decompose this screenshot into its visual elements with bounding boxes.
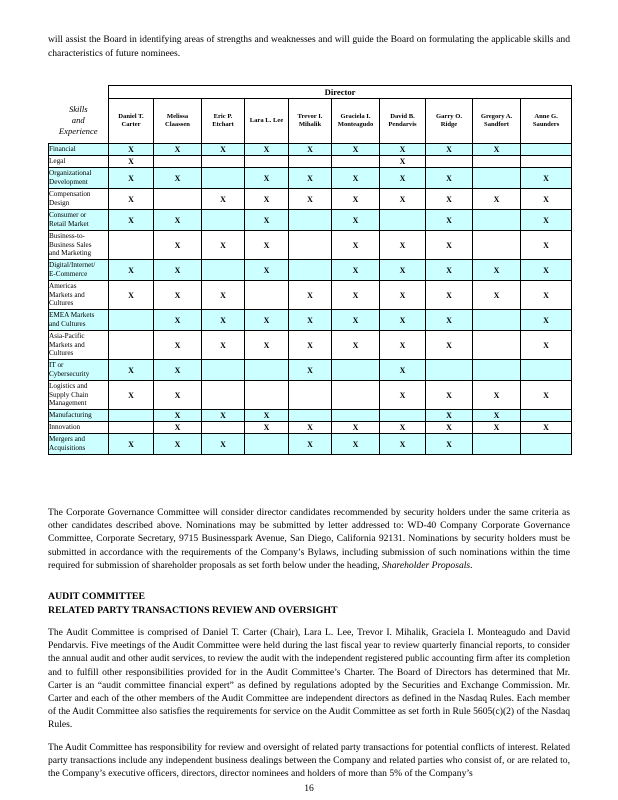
skill-label-line: Organizational [49,169,92,178]
skill-mark: X [473,422,521,434]
director-group-header: Director [109,86,572,99]
skill-mark-empty [332,156,380,168]
skill-row [49,260,572,281]
skills-header-line: Skills [68,104,88,115]
skill-mark: X [332,331,380,360]
director-name-header [521,99,572,144]
director-name-line: Gregory A. [480,112,513,120]
page-number: 16 [304,783,314,794]
nominations-end: . [470,559,473,571]
skill-mark: X [380,422,426,434]
skill-mark: X [521,168,572,189]
intro-paragraph: will assist the Board in identifying areas of strengths and weaknesses and will guide the Board on formulating the applicable skills and characteristics of future nominees. [48,34,570,59]
skill-mark: X [380,331,426,360]
director-name-line: Mihalik [298,121,322,128]
blank-corner [49,86,109,99]
director-name-header [380,99,426,144]
skill-mark-empty [109,422,154,434]
skill-mark: X [109,210,154,231]
skill-mark: X [426,210,473,231]
skill-mark: X [245,331,289,360]
skill-label-line: and Marketing [49,249,92,258]
director-name-header [289,99,332,144]
director-name-line: Eric P. [213,112,233,120]
skill-mark: X [245,310,289,331]
skill-mark: X [154,260,202,281]
skill-mark: X [332,189,380,210]
skill-mark-empty [380,410,426,422]
director-name-line: David B. [390,112,415,120]
skill-mark-empty [289,410,332,422]
skill-mark: X [154,410,202,422]
skill-label-line: Development [49,178,88,186]
skill-label [49,210,109,231]
skill-mark: X [289,310,332,331]
skill-mark: X [380,156,426,168]
skill-row [49,281,572,310]
skill-label-line: Business-to- [49,232,85,241]
skill-label-line: Markets and [49,290,85,299]
skill-mark-empty [109,231,154,260]
skill-mark: X [154,422,202,434]
skill-label [49,310,109,331]
skill-mark-empty [245,434,289,455]
skill-label-line: Business Sales [49,240,92,249]
skill-mark: X [380,434,426,455]
skill-mark: X [473,189,521,210]
skill-mark: X [202,310,245,331]
skill-mark-empty [521,156,572,168]
skill-row [49,331,572,360]
skill-label-line: IT or [49,361,64,370]
skill-mark-empty [473,156,521,168]
skill-mark: X [154,360,202,381]
skill-label-line: E-Commerce [49,270,88,278]
skill-mark-empty [521,410,572,422]
skill-mark: X [426,410,473,422]
skill-mark-empty [521,434,572,455]
skill-mark-empty [202,156,245,168]
skill-mark: X [202,410,245,422]
skill-mark-empty [521,360,572,381]
skill-mark: X [154,210,202,231]
skill-row [49,189,572,210]
skill-mark: X [245,189,289,210]
skill-mark-empty [245,281,289,310]
skill-mark: X [202,231,245,260]
skill-label-line: Compensation [49,190,91,199]
director-name-line: Daniel T. [118,112,144,120]
director-name-line: Lara L. Lee [249,116,284,124]
skill-mark: X [380,144,426,156]
skill-mark: X [109,360,154,381]
director-name-header [332,99,380,144]
skill-mark: X [380,360,426,381]
skill-label [49,281,109,310]
skill-mark-empty [332,381,380,410]
skill-mark: X [289,360,332,381]
skill-label [49,410,109,422]
skill-mark: X [473,281,521,310]
skill-row [49,434,572,455]
skill-mark-empty [332,360,380,381]
skill-mark: X [426,434,473,455]
skill-label-line: Cultures [49,299,74,308]
related-party-paragraph: The Audit Committee has responsibility for review and oversight of related party transactions for potential conflicts of interest. Related party transactions include any independent business dealings between the Company and related parties who consist of, or are related to, the Company’s executive officers, directors, director nominees and holders of more than 5% of the Company’s [48,742,570,780]
skill-mark: X [154,281,202,310]
skill-mark-empty [521,144,572,156]
skill-label-line: Management [49,399,87,408]
skill-mark-empty [289,210,332,231]
director-name-line: Garry O. [435,112,462,120]
skill-mark-empty [473,310,521,331]
skill-mark: X [109,168,154,189]
skill-mark-empty [245,360,289,381]
skill-mark: X [289,331,332,360]
skill-mark: X [245,210,289,231]
skill-mark: X [109,189,154,210]
skill-label-line: Americas [49,282,77,291]
skill-row [49,360,572,381]
skill-label [49,231,109,260]
skill-label [49,144,109,156]
skill-mark: X [332,168,380,189]
skill-row [49,310,572,331]
skill-mark-empty [245,381,289,410]
skill-mark-empty [202,381,245,410]
director-name-line: Pendarvis [388,121,417,128]
skill-mark: X [426,281,473,310]
skill-mark: X [473,144,521,156]
skill-mark: X [380,168,426,189]
related-party-heading: RELATED PARTY TRANSACTIONS REVIEW AND OVERSIGHT [48,605,338,616]
skill-mark: X [245,168,289,189]
skill-mark: X [380,231,426,260]
skill-mark: X [109,381,154,410]
skill-mark: X [245,231,289,260]
director-name-header [426,99,473,144]
skill-label-line: Design [49,199,70,207]
skill-mark: X [202,434,245,455]
skills-header-text [59,104,98,136]
skill-mark: X [426,422,473,434]
director-name-line: Claassen [165,121,190,128]
skill-mark: X [289,281,332,310]
director-name-line: Melissa [166,112,189,120]
skill-row [49,144,572,156]
skill-mark: X [109,260,154,281]
skill-row [49,231,572,260]
skill-mark: X [521,310,572,331]
skill-mark: X [202,144,245,156]
skill-mark-empty [202,260,245,281]
skill-mark: X [154,310,202,331]
skill-row [49,168,572,189]
skill-mark: X [154,381,202,410]
skill-mark-empty [426,360,473,381]
skill-mark-empty [289,381,332,410]
skill-mark-empty [289,231,332,260]
skill-mark: X [202,281,245,310]
skill-row [49,410,572,422]
skill-mark-empty [109,410,154,422]
skill-mark: X [154,231,202,260]
skill-mark: X [202,189,245,210]
skill-label-line: Cybersecurity [49,370,90,378]
skill-mark-empty [473,231,521,260]
skill-row [49,210,572,231]
skill-label-line: Consumer or [49,211,87,220]
skill-mark: X [521,381,572,410]
skill-mark: X [426,231,473,260]
skill-mark: X [380,189,426,210]
skill-mark: X [380,260,426,281]
skill-mark: X [332,260,380,281]
skill-mark: X [202,331,245,360]
director-name-line: Etchart [212,121,234,128]
skill-label-line: Innovation [49,423,81,432]
skill-row [49,381,572,410]
skill-label-line: Acquisitions [49,444,86,452]
skill-mark-empty [202,360,245,381]
skill-mark-empty [473,360,521,381]
skill-mark: X [109,144,154,156]
skill-row [49,422,572,434]
skill-mark: X [289,144,332,156]
skill-mark: X [332,434,380,455]
skill-mark: X [473,260,521,281]
skills-header [49,99,109,144]
skill-mark: X [521,189,572,210]
skill-label-line: and Cultures [49,320,86,328]
skill-mark: X [332,144,380,156]
director-name-line: Carter [121,121,141,128]
director-name-header [154,99,202,144]
skills-header-line: Experience [58,126,98,137]
skill-mark: X [380,310,426,331]
skill-mark-empty [109,331,154,360]
skill-mark: X [154,168,202,189]
skill-row [49,156,572,168]
skill-label-line: Digital/Internet/ [49,261,96,270]
audit-committee-heading: AUDIT COMMITTEE [48,591,145,602]
director-name-line: Monteagudo [337,121,374,128]
skill-mark: X [332,422,380,434]
director-name-line: Trevor I. [297,112,323,120]
skill-mark-empty [154,189,202,210]
skill-mark: X [521,422,572,434]
skill-mark: X [426,331,473,360]
skill-label [49,381,109,410]
skill-mark-empty [202,168,245,189]
skill-mark-empty [109,310,154,331]
director-name-line: Graciela I. [340,112,371,120]
nominations-paragraph [48,506,570,572]
skill-label-line: EMEA Markets [49,311,95,320]
skill-mark: X [521,281,572,310]
nominations-text: The Corporate Governance Committee will consider director candidates recommended by security holders under the same criteria as other candidates described above. Nominations may be submitted by letter addressed to: WD-40 Company Corporate Governance Committee, Corporate Secretary, 9715 Businesspark Avenue, San Diego, California 92131. Nominations by security holders must be submitted in accordance with the requirements of the Company’s Bylaws, including submission of such nominations within the time required for submission of shareholder proposals as set forth below under the heading, [48,507,570,571]
skill-mark: X [245,410,289,422]
skill-mark-empty [202,422,245,434]
skill-mark: X [109,156,154,168]
skill-label [49,360,109,381]
skill-mark: X [426,168,473,189]
skill-mark-empty [245,156,289,168]
skill-mark: X [289,168,332,189]
director-name-line: Saunders [532,121,560,128]
skill-mark: X [426,260,473,281]
skill-label-line: Markets and [49,340,85,349]
skill-mark: X [109,434,154,455]
audit-committee-paragraph: The Audit Committee is comprised of Daniel T. Carter (Chair), Lara L. Lee, Trevor I. Mihalik, Graciela I. Monteagudo and David Pendarvis. Five meetings of the Audit Committee were held during the last fiscal year to review quarterly financial reports, to consider the annual audit and other audit services, to review the audit with the independent registered public accounting firm after its completion and to fulfill other responsibilities provided for in the Audit Committee’s Charter. The Board of Directors has determined that Mr. Carter is an “audit committee financial expert” as defined by regulations adopted by the Securities and Exchange Commission. Mr. Carter and each of the other members of the Audit Committee are independent directors as defined in the Nasdaq Rules. Each member of the Audit Committee also satisfies the requirements for service on the Audit Committee as set forth in Rule 5605(c)(2) of the Nasdaq Rules. [48,627,570,731]
skill-label-line: Logistics and [49,382,88,391]
skill-mark: X [473,410,521,422]
skill-label [49,189,109,210]
skill-mark: X [380,281,426,310]
skill-mark-empty [289,156,332,168]
skill-mark: X [521,260,572,281]
skill-label [49,260,109,281]
skill-mark: X [289,434,332,455]
skill-mark: X [245,422,289,434]
shareholder-proposals-reference: Shareholder Proposals [382,559,471,571]
skill-mark: X [426,310,473,331]
skill-mark: X [473,381,521,410]
skill-label-line: Manufacturing [49,411,92,420]
skill-mark-empty [380,210,426,231]
director-name-line: Sandfort [484,121,509,128]
director-name-line: Anne G. [534,112,558,120]
skill-mark-empty [426,156,473,168]
skill-mark: X [380,381,426,410]
skill-mark: X [245,144,289,156]
skill-mark: X [521,231,572,260]
skill-label [49,422,109,434]
skill-label [49,434,109,455]
skills-matrix-table [48,85,572,455]
skill-label [49,156,109,168]
skill-label-line: Asia-Pacific [49,332,85,341]
director-name-header [202,99,245,144]
skill-label-line: Retail Market [49,220,89,228]
skill-mark: X [154,144,202,156]
skill-mark: X [426,381,473,410]
skill-mark: X [521,210,572,231]
skill-mark: X [245,260,289,281]
director-name-header [245,99,289,144]
skill-label-line: Financial [49,145,76,154]
skill-mark-empty [473,168,521,189]
skill-label-line: Mergers and [49,435,85,444]
skill-mark: X [332,231,380,260]
skills-header-line: and [71,115,85,126]
skill-mark-empty [332,410,380,422]
skill-label-line: Supply Chain [49,390,89,399]
skill-mark-empty [154,156,202,168]
director-name-header [473,99,521,144]
skill-mark: X [332,210,380,231]
skill-mark: X [426,144,473,156]
skill-mark-empty [289,260,332,281]
skill-label-line: Legal [49,157,66,166]
director-name-line: Ridge [440,121,458,128]
skill-mark: X [289,422,332,434]
skill-mark: X [154,331,202,360]
skill-mark: X [332,310,380,331]
skill-mark: X [332,281,380,310]
skill-mark: X [521,331,572,360]
skill-label [49,168,109,189]
skill-mark: X [426,189,473,210]
skill-mark: X [154,434,202,455]
skill-mark: X [289,189,332,210]
skill-mark-empty [473,210,521,231]
skill-mark-empty [473,434,521,455]
skill-mark: X [109,281,154,310]
skill-mark-empty [473,331,521,360]
skill-label [49,331,109,360]
skill-label-line: Cultures [49,349,74,358]
skill-mark-empty [202,210,245,231]
director-name-header [109,99,154,144]
